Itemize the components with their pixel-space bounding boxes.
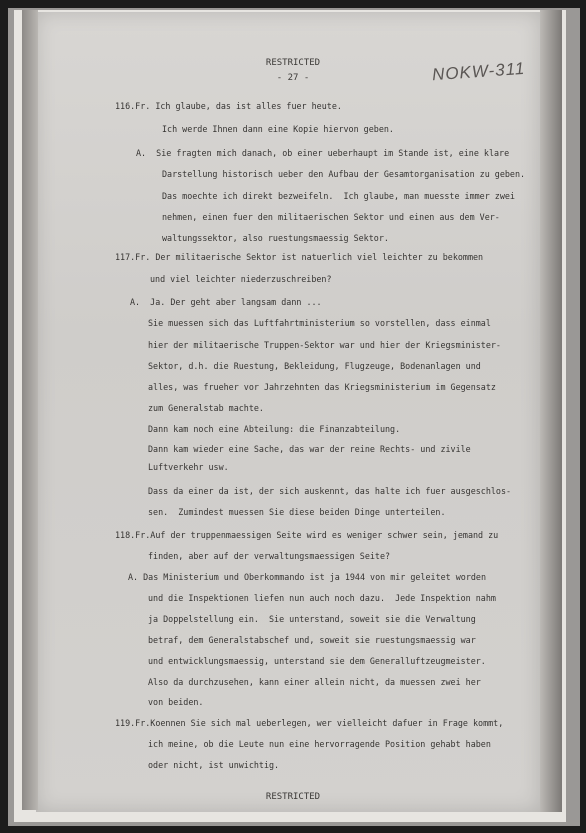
- text-line: von beiden.: [148, 697, 204, 707]
- text-line: waltungssektor, also ruestungsmaessig Sektor.: [162, 233, 389, 243]
- text-line: Dass da einer da ist, der sich auskennt, das halte ich fuer ausgeschlos-: [148, 486, 512, 496]
- text-line: 119.Fr.Koennen Sie sich mal ueberlegen, wer vielleicht dafuer in Frage kommt,: [115, 718, 504, 728]
- header-classification: RESTRICTED: [265, 58, 321, 68]
- text-line: Also da durchzusehen, kann einer allein nicht, da muessen zwei her: [148, 677, 481, 687]
- text-line: Luftverkehr usw.: [148, 462, 229, 472]
- text-line: ja Doppelstellung ein. Sie unterstand, soweit sie die Verwaltung: [148, 614, 476, 624]
- text-line: A. Sie fragten mich danach, ob einer ueberhaupt im Stande ist, eine klare: [136, 148, 510, 158]
- text-line: oder nicht, ist unwichtig.: [148, 760, 280, 770]
- text-line: A. Ja. Der geht aber langsam dann ...: [130, 297, 322, 307]
- text-line: alles, was frueher vor Jahrzehnten das Kriegsministerium im Gegensatz: [148, 382, 496, 392]
- text-line: nehmen, einen fuer den militaerischen Sektor und einen aus dem Ver-: [162, 212, 500, 222]
- text-line: A. Das Ministerium und Oberkommando ist ja 1944 von mir geleitet worden: [128, 572, 486, 582]
- archive-mark: NOKW-311: [431, 58, 526, 85]
- text-line: und viel leichter niederzuschreiben?: [150, 274, 332, 284]
- text-line: Sie muessen sich das Luftfahrtministerium so vorstellen, dass einmal: [148, 318, 491, 328]
- text-line: finden, aber auf der verwaltungsmaessigen Seite?: [148, 551, 391, 561]
- text-line: 116.Fr. Ich glaube, das ist alles fuer heute.: [115, 101, 342, 111]
- text-line: Ich werde Ihnen dann eine Kopie hiervon geben.: [162, 124, 394, 134]
- text-line: Dann kam noch eine Abteilung: die Finanzabteilung.: [148, 424, 401, 434]
- text-line: Dann kam wieder eine Sache, das war der reine Rechts- und zivile: [148, 444, 471, 454]
- text-line: zum Generalstab machte.: [148, 403, 264, 413]
- text-line: und entwicklungsmaessig, unterstand sie dem Generalluftzeugmeister.: [148, 656, 486, 666]
- text-line: sen. Zumindest muessen Sie diese beiden Dinge unterteilen.: [148, 507, 446, 517]
- text-line: hier der militaerische Truppen-Sektor war und hier der Kriegsminister-: [148, 340, 501, 350]
- text-line: 117.Fr. Der militaerische Sektor ist natuerlich viel leichter zu bekommen: [115, 252, 484, 262]
- footer-classification: RESTRICTED: [265, 792, 321, 802]
- page-number: - 27 -: [276, 73, 310, 83]
- text-line: Das moechte ich direkt bezweifeln. Ich glaube, man muesste immer zwei: [162, 191, 515, 201]
- page-edge-left: [22, 10, 38, 810]
- page-edge-right: [540, 10, 562, 812]
- text-line: Darstellung historisch ueber den Aufbau der Gesamtorganisation zu geben.: [162, 169, 526, 179]
- text-line: Sektor, d.h. die Ruestung, Bekleidung, Flugzeuge, Bodenanlagen und: [148, 361, 481, 371]
- text-line: und die Inspektionen liefen nun auch noch dazu. Jede Inspektion nahm: [148, 593, 496, 603]
- text-line: ich meine, ob die Leute nun eine hervorragende Position gehabt haben: [148, 739, 491, 749]
- text-line: 118.Fr.Auf der truppenmaessigen Seite wird es weniger schwer sein, jemand zu: [115, 530, 499, 540]
- text-line: betraf, dem Generalstabschef und, soweit sie ruestungsmaessig war: [148, 635, 476, 645]
